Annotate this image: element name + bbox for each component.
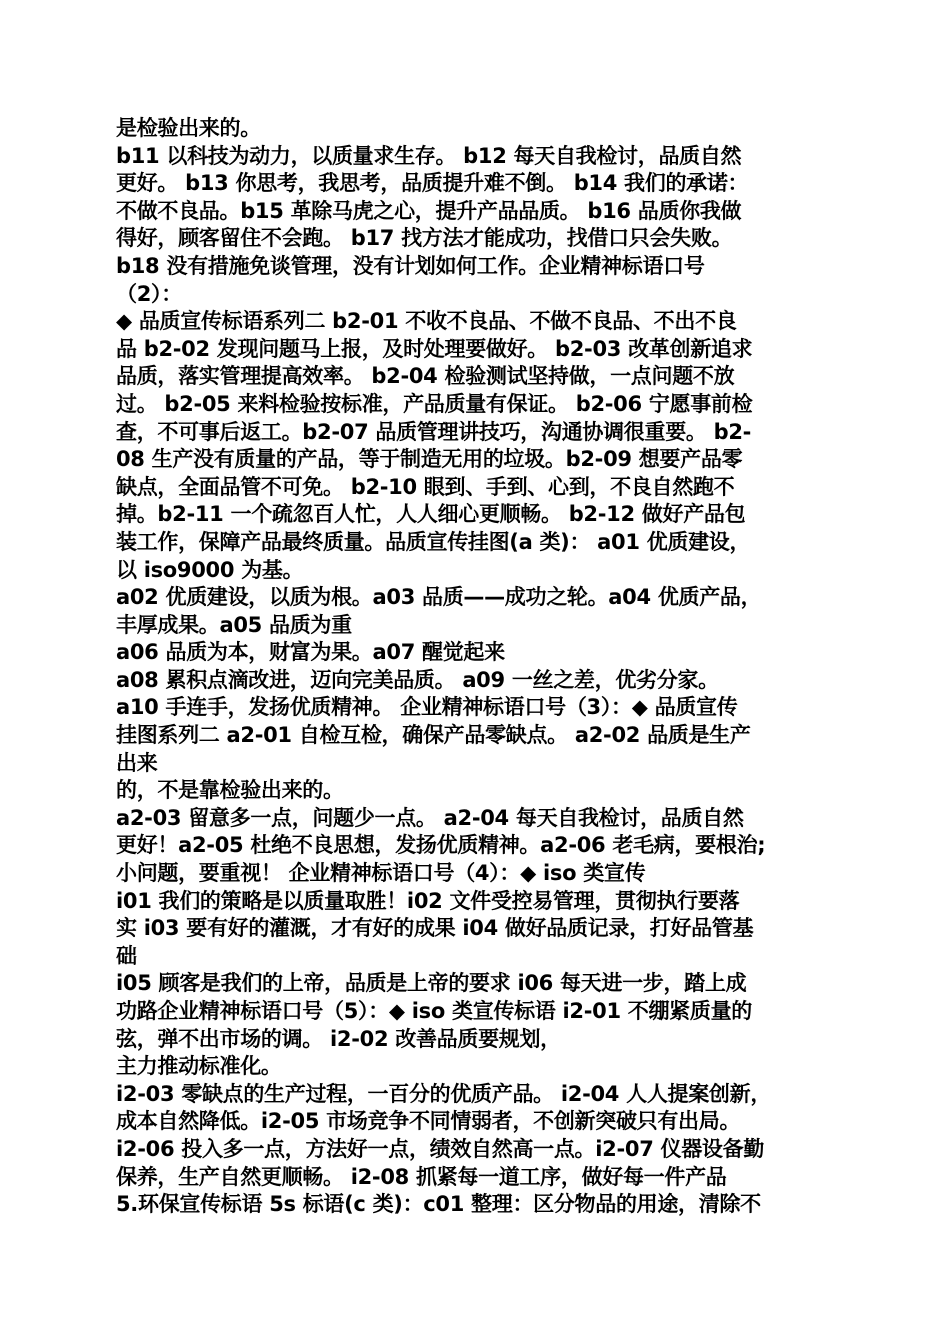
text-line: 5.环保宣传标语 5s 标语(c 类)：c01 整理：区分物品的用途，清除不 — [116, 1192, 761, 1217]
text-line: 出来 — [116, 750, 158, 775]
text-line: 丰厚成果。a05 品质为重 — [116, 612, 352, 637]
text-line: （2）： — [116, 281, 182, 306]
text-line: a08 累积点滴改进，迈向完美品质。 a09 一丝之差，优劣分家。 — [116, 667, 719, 692]
text-line: 掉。b2-11 一个疏忽百人忙，人人细心更顺畅。 b2-12 做好产品包 — [116, 502, 746, 527]
text-line: i2-03 零缺点的生产过程，一百分的优质产品。 i2-04 人人提案创新， — [116, 1081, 772, 1106]
text-line: 过。 b2-05 来料检验按标准，产品质量有保证。 b2-06 宁愿事前检 — [116, 391, 753, 416]
text-line: i2-06 投入多一点，方法好一点，绩效自然高一点。i2-07 仪器设备勤 — [116, 1136, 765, 1161]
document-page — [116, 115, 836, 1219]
text-line: 不做不良品。b15 革除马虎之心，提升产品品质。 b16 品质你我做 — [116, 198, 742, 223]
text-line: b18 没有措施免谈管理，没有计划如何工作。企业精神标语口号 — [116, 253, 705, 278]
text-line: 础 — [116, 943, 137, 968]
text-line: ◆ 品质宣传标语系列二 b2-01 不收不良品、不做不良品、不出不良 — [116, 309, 737, 334]
text-line: 实 i03 要有好的灌溉，才有好的成果 i04 做好品质记录，打好品管基 — [116, 916, 754, 941]
text-line: 更好。 b13 你思考，我思考，品质提升难不倒。 b14 我们的承诺： — [116, 171, 749, 196]
text-line: b11 以科技为动力，以质量求生存。 b12 每天自我检讨，品质自然 — [116, 143, 742, 168]
text-line: i05 顾客是我们的上帝，品质是上帝的要求 i06 每天进一步，踏上成 — [116, 971, 747, 996]
text-line: 08 生产没有质量的产品，等于制造无用的垃圾。b2-09 想要产品零 — [116, 447, 743, 472]
text-line: 成本自然降低。i2-05 市场竞争不同情弱者，不创新突破只有出局。 — [116, 1109, 741, 1134]
text-line: 缺点，全面品管不可免。 b2-10 眼到、手到、心到，不良自然跑不 — [116, 474, 735, 499]
text-line: 查，不可事后返工。b2-07 品质管理讲技巧，沟通协调很重要。 b2- — [116, 419, 752, 444]
text-line: 以 iso9000 为基。 — [116, 557, 304, 582]
text-line: 品质，落实管理提高效率。 b2-04 检验测试坚持做，一点问题不放 — [116, 364, 735, 389]
text-line: 得好，顾客留住不会跑。 b17 找方法才能成功，找借口只会失败。 — [116, 226, 733, 251]
text-line: 更好！a2-05 杜绝不良思想，发扬优质精神。a2-06 老毛病，要根治; — [116, 833, 766, 858]
text-line: 保养，生产自然更顺畅。 i2-08 抓紧每一道工序，做好每一件产品 — [116, 1164, 727, 1189]
text-line: a02 优质建设，以质为根。a03 品质——成功之轮。a04 优质产品， — [116, 585, 762, 610]
text-line: 挂图系列二 a2-01 自检互检，确保产品零缺点。 a2-02 品质是生产 — [116, 723, 751, 748]
text-line: 弦，弹不出市场的调。 i2-02 改善品质要规划， — [116, 1026, 561, 1051]
text-line: 主力推动标准化。 — [116, 1054, 282, 1079]
text-line: 功路企业精神标语口号（5）：◆ iso 类宣传标语 i2-01 不绷紧质量的 — [116, 999, 752, 1023]
text-line: 装工作，保障产品最终质量。品质宣传挂图(a 类)： a01 优质建设， — [116, 529, 751, 554]
text-line: 小问题，要重视！ 企业精神标语口号（4）：◆ iso 类宣传 — [116, 861, 646, 886]
text-line: i01 我们的策略是以质量取胜！i02 文件受控易管理，贯彻执行要落 — [116, 888, 740, 913]
text-line: a2-03 留意多一点，问题少一点。 a2-04 每天自我检讨，品质自然 — [116, 805, 744, 830]
text-line: 品 b2-02 发现问题马上报，及时处理要做好。 b2-03 改革创新追求 — [116, 336, 753, 361]
text-line: a06 品质为本，财富为果。a07 醒觉起来 — [116, 640, 505, 665]
text-line: 是检验出来的。 — [116, 116, 261, 140]
text-line: 的，不是靠检验出来的。 — [116, 778, 344, 803]
text-line: a10 手连手，发扬优质精神。 企业精神标语口号（3）：◆ 品质宣传 — [116, 695, 738, 720]
